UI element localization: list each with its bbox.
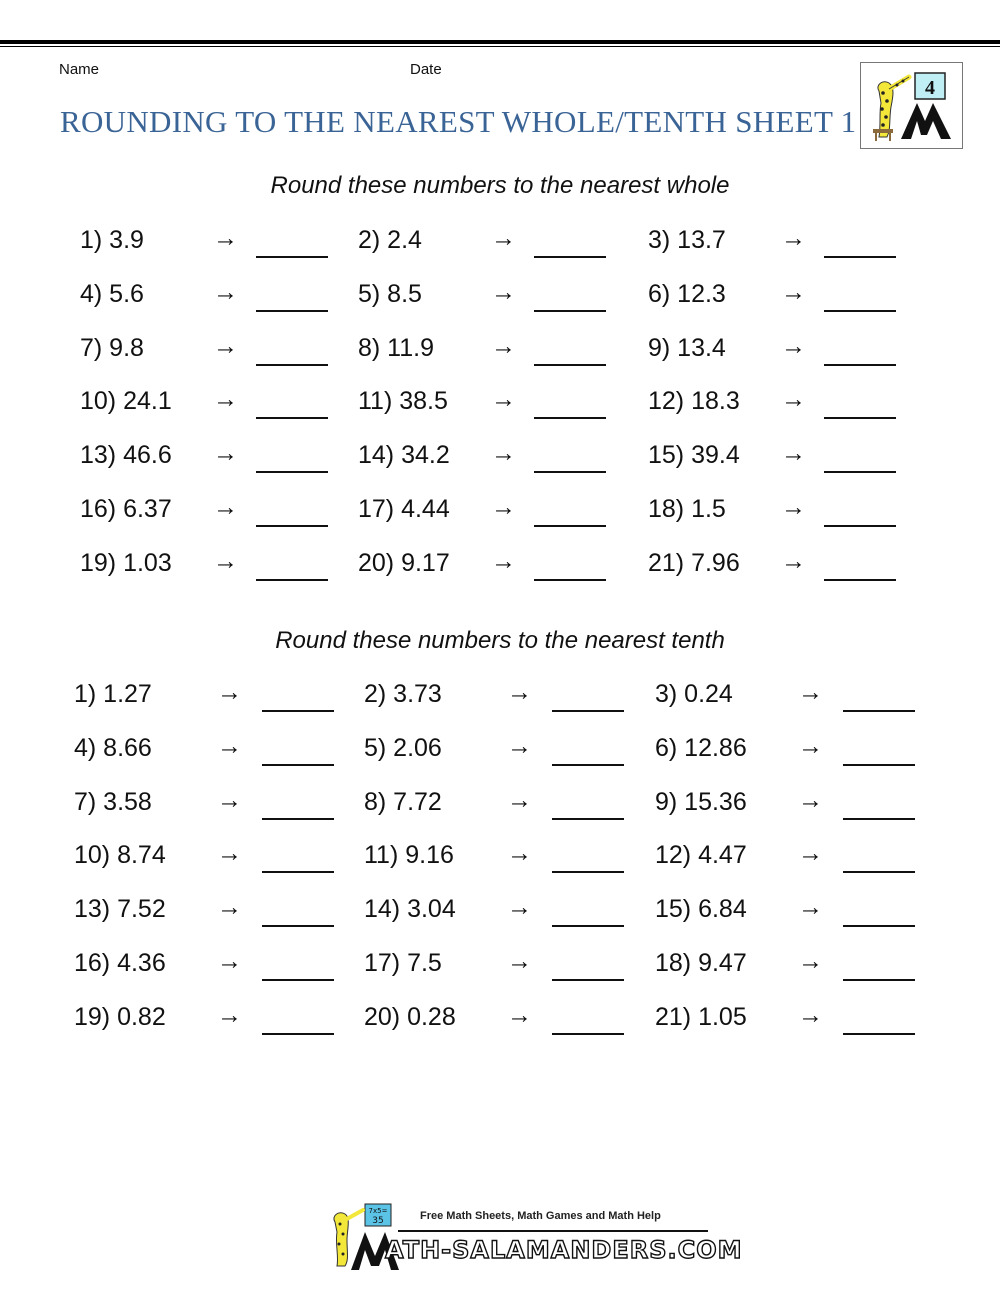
problem-label: 5) 8.5 — [358, 279, 422, 308]
arrow-right-icon: → — [781, 546, 806, 575]
svg-text:4: 4 — [925, 77, 935, 99]
problem-label: 9) 15.36 — [655, 787, 747, 816]
answer-blank[interactable] — [256, 417, 328, 419]
arrow-right-icon: → — [217, 893, 242, 922]
problem-label: 18) 9.47 — [655, 949, 747, 977]
answer-blank[interactable] — [552, 925, 624, 927]
arrow-right-icon: → — [491, 385, 516, 414]
answer-blank[interactable] — [262, 979, 334, 981]
problem-label: 16) 6.37 — [80, 495, 172, 523]
problem-label: 15) 39.4 — [648, 441, 740, 470]
problem-label: 2) 2.4 — [358, 226, 422, 254]
arrow-right-icon: → — [507, 678, 532, 706]
arrow-right-icon: → — [781, 439, 806, 468]
problem-label: 6) 12.86 — [655, 733, 747, 762]
answer-blank[interactable] — [534, 256, 606, 258]
arrow-right-icon: → — [781, 385, 806, 414]
problem-label: 14) 3.04 — [364, 895, 456, 924]
arrow-right-icon: → — [798, 1000, 823, 1029]
arrow-right-icon: → — [507, 839, 532, 868]
page-title: ROUNDING TO THE NEAREST WHOLE/TENTH SHEET 1 — [60, 104, 857, 139]
arrow-right-icon: → — [798, 947, 823, 975]
answer-blank[interactable] — [256, 525, 328, 527]
answer-blank[interactable] — [824, 256, 896, 258]
answer-blank[interactable] — [843, 1033, 915, 1035]
arrow-right-icon: → — [491, 439, 516, 468]
problem-label: 19) 0.82 — [74, 1002, 166, 1031]
answer-blank[interactable] — [843, 818, 915, 820]
answer-blank[interactable] — [256, 256, 328, 258]
arrow-right-icon: → — [798, 731, 823, 760]
arrow-right-icon: → — [217, 678, 242, 706]
arrow-right-icon: → — [213, 277, 238, 306]
problem-label: 16) 4.36 — [74, 949, 166, 977]
arrow-right-icon: → — [217, 1000, 242, 1029]
arrow-right-icon: → — [217, 731, 242, 760]
top-rule — [0, 40, 1000, 44]
problem-label: 7) 9.8 — [80, 333, 144, 362]
svg-text:7x5=: 7x5= — [368, 1207, 388, 1215]
answer-blank[interactable] — [552, 871, 624, 873]
arrow-right-icon: → — [213, 385, 238, 414]
problem-label: 13) 7.52 — [74, 895, 166, 924]
arrow-right-icon: → — [507, 947, 532, 975]
answer-blank[interactable] — [534, 471, 606, 473]
answer-blank[interactable] — [552, 1033, 624, 1035]
answer-blank[interactable] — [552, 764, 624, 766]
answer-blank[interactable] — [552, 979, 624, 981]
problem-label: 4) 8.66 — [74, 733, 152, 762]
problem-label: 1) 3.9 — [80, 226, 144, 254]
answer-blank[interactable] — [843, 764, 915, 766]
problem-label: 21) 7.96 — [648, 548, 740, 577]
footer-site-name: ATH-SALAMANDERS.COM — [385, 1236, 743, 1264]
arrow-right-icon: → — [507, 1000, 532, 1029]
arrow-right-icon: → — [781, 224, 806, 252]
answer-blank[interactable] — [262, 818, 334, 820]
arrow-right-icon: → — [491, 493, 516, 521]
footer-rule — [398, 1230, 708, 1232]
date-label: Date — [410, 61, 442, 78]
answer-blank[interactable] — [552, 818, 624, 820]
answer-blank[interactable] — [843, 925, 915, 927]
arrow-right-icon: → — [798, 839, 823, 868]
answer-blank[interactable] — [534, 525, 606, 527]
arrow-right-icon: → — [491, 277, 516, 306]
arrow-right-icon: → — [491, 331, 516, 360]
answer-blank[interactable] — [534, 364, 606, 366]
answer-blank[interactable] — [262, 925, 334, 927]
problem-label: 8) 7.72 — [364, 787, 442, 816]
section-heading-whole: Round these numbers to the nearest whole — [270, 172, 730, 199]
arrow-right-icon: → — [798, 785, 823, 814]
answer-blank[interactable] — [843, 979, 915, 981]
arrow-right-icon: → — [491, 546, 516, 575]
problem-label: 5) 2.06 — [364, 733, 442, 762]
problem-label: 17) 7.5 — [364, 949, 442, 977]
problem-label: 21) 1.05 — [655, 1002, 747, 1031]
arrow-right-icon: → — [507, 731, 532, 760]
answer-blank[interactable] — [262, 764, 334, 766]
answer-blank[interactable] — [262, 710, 334, 712]
answer-blank[interactable] — [256, 364, 328, 366]
name-label: Name — [59, 61, 100, 78]
answer-blank[interactable] — [824, 417, 896, 419]
answer-blank[interactable] — [824, 310, 896, 312]
answer-blank[interactable] — [843, 710, 915, 712]
arrow-right-icon: → — [217, 947, 242, 975]
answer-blank[interactable] — [552, 710, 624, 712]
problem-label: 4) 5.6 — [80, 279, 144, 308]
problem-label: 6) 12.3 — [648, 279, 726, 308]
problem-label: 10) 8.74 — [74, 841, 166, 870]
arrow-right-icon: → — [213, 439, 238, 468]
problem-label: 9) 13.4 — [648, 333, 726, 362]
arrow-right-icon: → — [781, 493, 806, 521]
arrow-right-icon: → — [781, 277, 806, 306]
problem-label: 13) 46.6 — [80, 441, 172, 470]
answer-blank[interactable] — [256, 471, 328, 473]
problem-label: 2) 3.73 — [364, 680, 442, 708]
answer-blank[interactable] — [256, 579, 328, 581]
problem-label: 17) 4.44 — [358, 495, 450, 523]
answer-blank[interactable] — [534, 417, 606, 419]
answer-blank[interactable] — [824, 525, 896, 527]
svg-text:35: 35 — [372, 1216, 384, 1226]
problem-label: 11) 38.5 — [358, 387, 448, 416]
answer-blank[interactable] — [824, 579, 896, 581]
problem-label: 10) 24.1 — [80, 387, 172, 416]
arrow-right-icon: → — [798, 678, 823, 706]
arrow-right-icon: → — [213, 493, 238, 521]
problem-label: 1) 1.27 — [74, 680, 152, 708]
answer-blank[interactable] — [534, 310, 606, 312]
problem-label: 15) 6.84 — [655, 895, 747, 924]
salamander-easel-icon — [861, 63, 962, 148]
problem-label: 20) 0.28 — [364, 1002, 456, 1031]
problem-label: 12) 18.3 — [648, 387, 740, 416]
arrow-right-icon: → — [213, 224, 238, 252]
problem-label: 7) 3.58 — [74, 787, 152, 816]
answer-blank[interactable] — [824, 471, 896, 473]
arrow-right-icon: → — [217, 839, 242, 868]
arrow-right-icon: → — [217, 785, 242, 814]
arrow-right-icon: → — [507, 893, 532, 922]
answer-blank[interactable] — [256, 310, 328, 312]
problem-label: 8) 11.9 — [358, 333, 434, 362]
top-rule-thin — [0, 46, 1000, 47]
problem-label: 18) 1.5 — [648, 495, 726, 523]
section-heading-tenth: Round these numbers to the nearest tenth — [275, 627, 725, 654]
problem-label: 11) 9.16 — [364, 841, 454, 870]
problem-label: 3) 13.7 — [648, 226, 726, 254]
answer-blank[interactable] — [843, 871, 915, 873]
problem-label: 3) 0.24 — [655, 680, 733, 708]
arrow-right-icon: → — [213, 546, 238, 575]
arrow-right-icon: → — [781, 331, 806, 360]
problem-label: 12) 4.47 — [655, 841, 747, 870]
answer-blank[interactable] — [262, 1033, 334, 1035]
answer-blank[interactable] — [534, 579, 606, 581]
arrow-right-icon: → — [507, 785, 532, 814]
arrow-right-icon: → — [491, 224, 516, 252]
answer-blank[interactable] — [824, 364, 896, 366]
problem-label: 20) 9.17 — [358, 548, 450, 577]
arrow-right-icon: → — [798, 893, 823, 922]
answer-blank[interactable] — [262, 871, 334, 873]
problem-label: 19) 1.03 — [80, 548, 172, 577]
problem-label: 14) 34.2 — [358, 441, 450, 470]
grade-logo — [860, 62, 963, 149]
arrow-right-icon: → — [213, 331, 238, 360]
footer-tagline: Free Math Sheets, Math Games and Math Help — [420, 1210, 661, 1222]
